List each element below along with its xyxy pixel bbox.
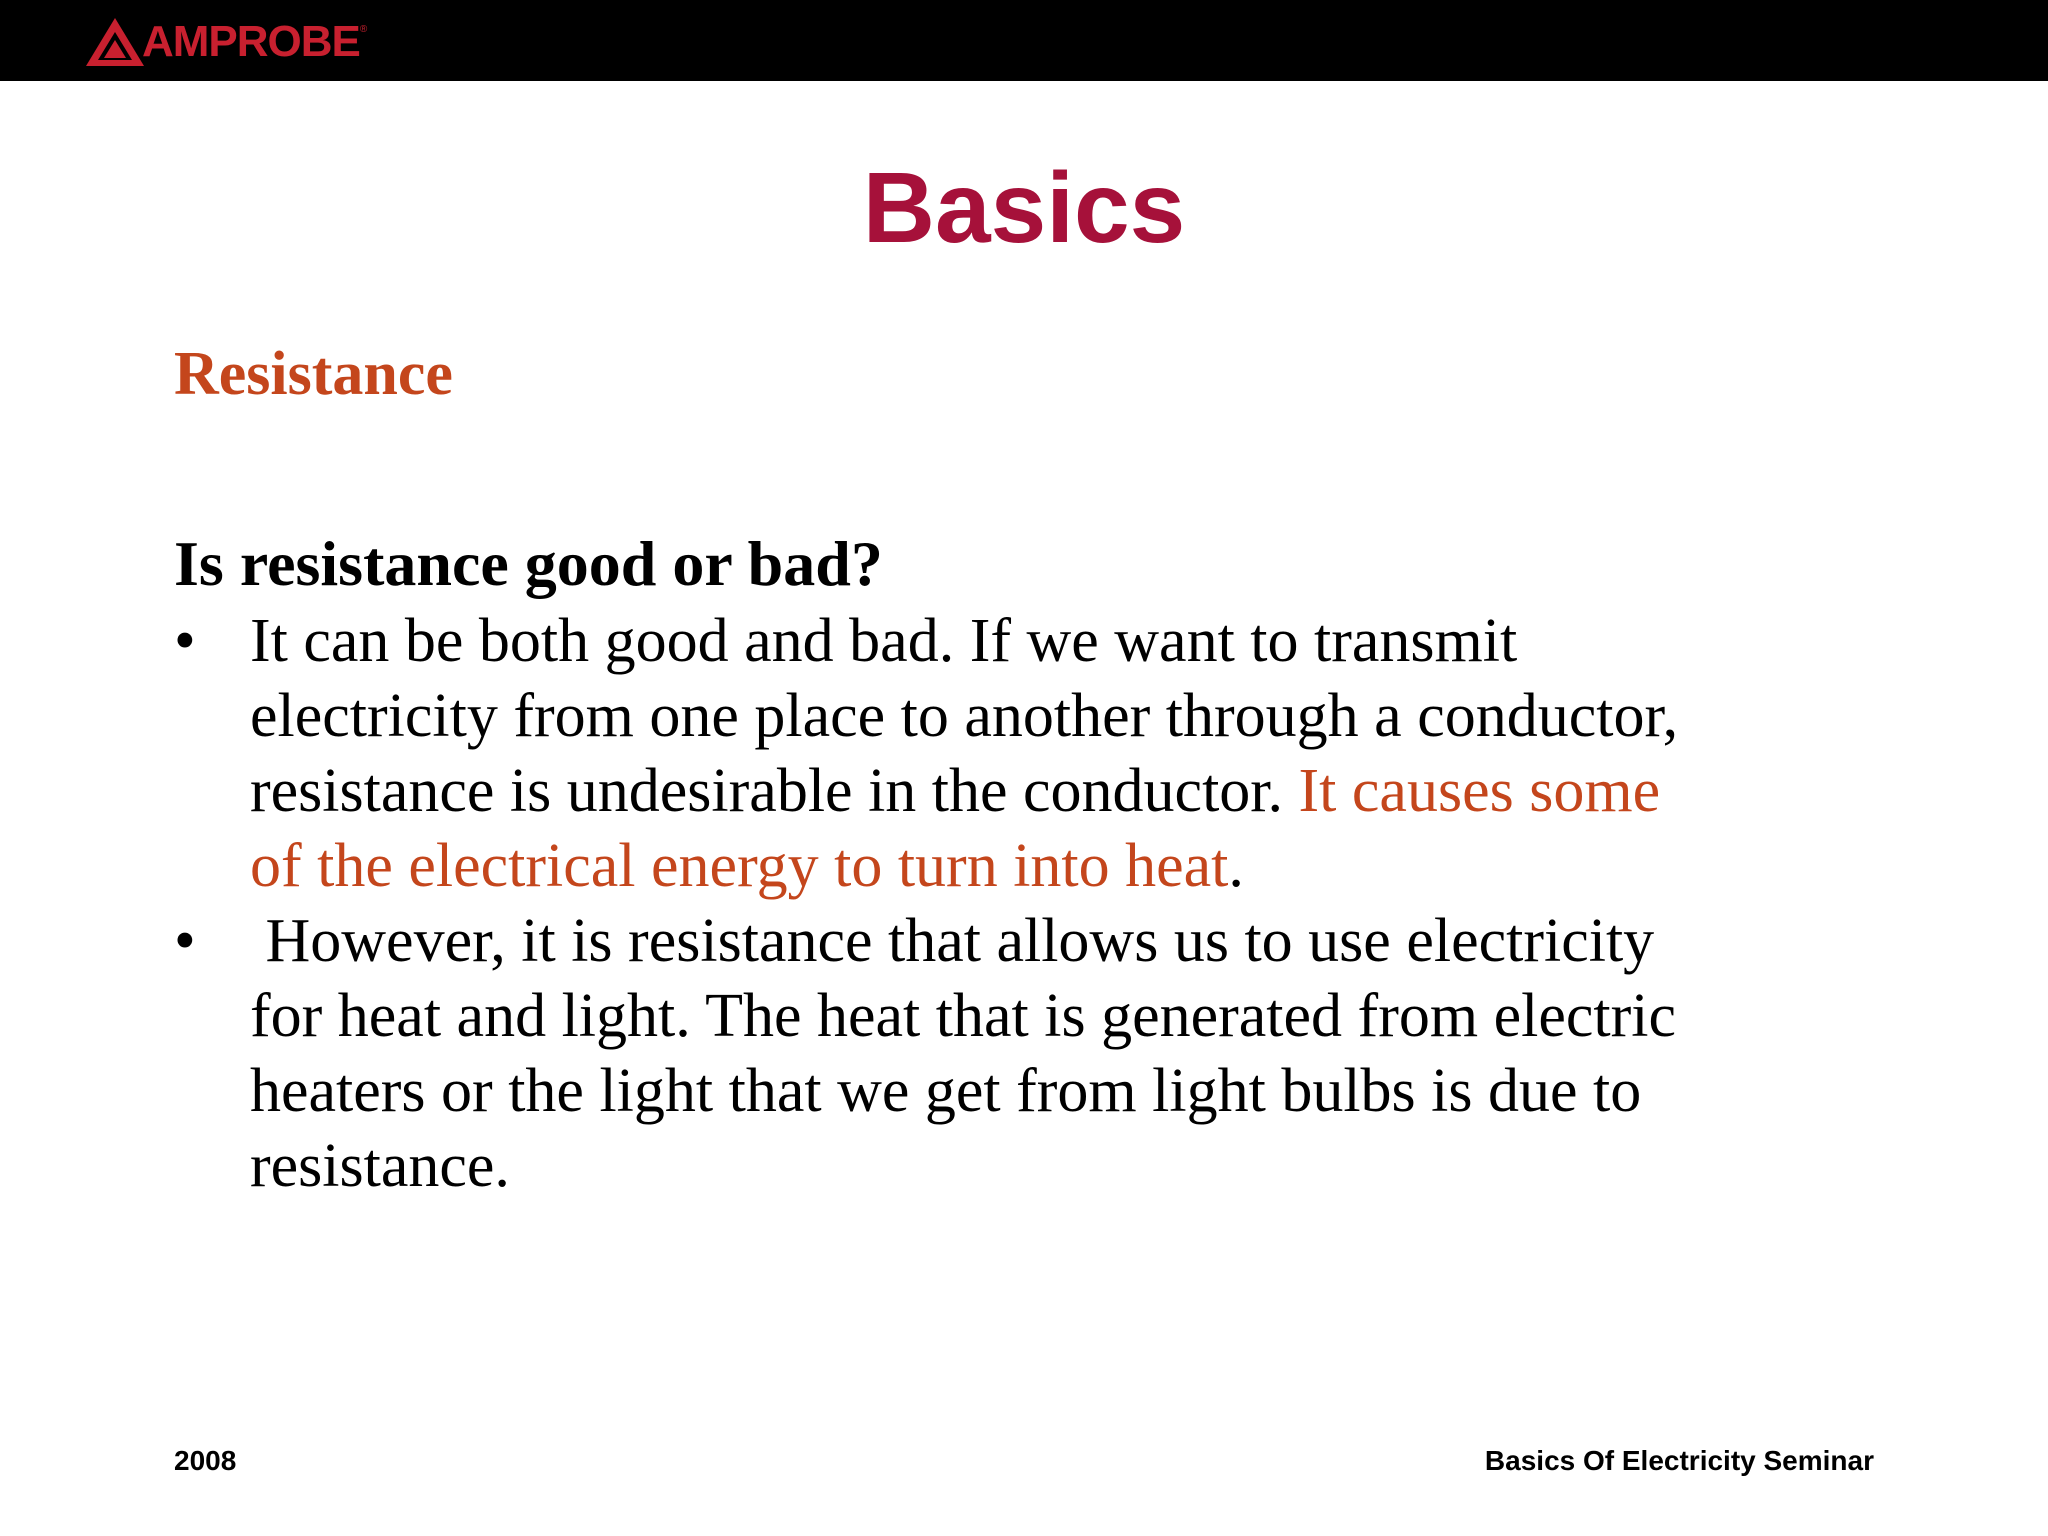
header-bar [0, 0, 2048, 81]
amprobe-triangle-icon [84, 16, 146, 68]
bullet-line: for heat and light. The heat that is generated from electric [250, 982, 1676, 1050]
slide-subtitle: Resistance [174, 340, 453, 408]
bullet-line: electricity from one place to another through a conductor, [250, 682, 1679, 750]
slide-title: Basics [862, 152, 1186, 264]
bullet-text: resistance is undesirable in the conductor. [250, 757, 1299, 825]
bullet-list [174, 604, 1874, 1204]
bullet-line: It can be both good and bad. If we want to transmit [250, 607, 1518, 675]
bullet-item [174, 904, 1874, 1204]
bullet-line: resistance. [250, 1132, 510, 1200]
bullet-line: However, it is resistance that allows us to use electricity [250, 907, 1655, 975]
bullet-marker: • [174, 907, 196, 975]
highlighted-text: of the electrical energy to turn into heat [250, 832, 1229, 900]
footer-seminar-title: Basics Of Electricity Seminar [1484, 1445, 1874, 1476]
bullet-marker: • [174, 607, 196, 675]
footer-year: 2008 [174, 1445, 237, 1476]
bullet-text: . [1228, 832, 1244, 900]
question-heading: Is resistance good or bad? [174, 528, 883, 599]
brand-name: AMPROBE [142, 17, 360, 66]
bullet-line [250, 829, 1874, 904]
amprobe-logo [84, 16, 367, 68]
bullet-item [174, 604, 1874, 904]
registered-mark: ® [359, 24, 368, 35]
highlighted-text: It causes some [1298, 757, 1661, 825]
bullet-line: heaters or the light that we get from light bulbs is due to [250, 1057, 1642, 1125]
bullet-line [250, 754, 1874, 829]
